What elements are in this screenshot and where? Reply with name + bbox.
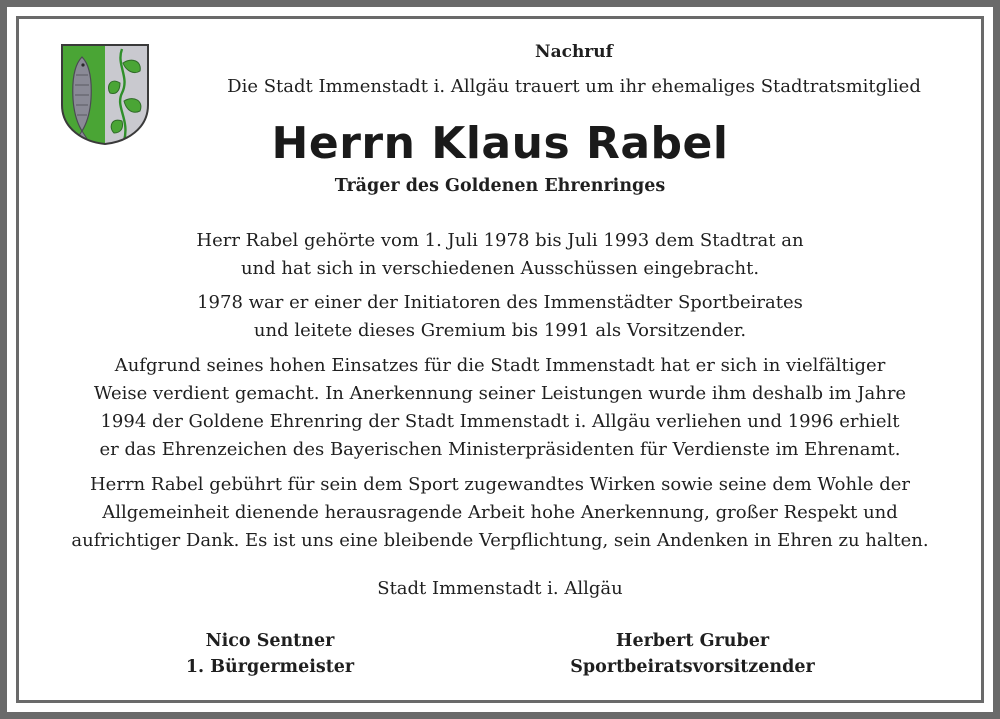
paragraph-line: Allgemeinheit dienende herausragende Arbeit hohe Anerkennung, großer Respekt und bbox=[102, 502, 898, 523]
notice-intro: Die Stadt Immenstadt i. Allgäu trauert um ihr ehemaliges Stadtratsmitglied bbox=[227, 76, 921, 97]
paragraph-line: er das Ehrenzeichen des Bayerischen Ministerpräsidenten für Verdienste im Ehrenamt. bbox=[99, 439, 901, 460]
paragraph-line: und leitete dieses Gremium bis 1991 als Vorsitzender. bbox=[253, 320, 747, 341]
paragraph-2 bbox=[0, 289, 1000, 345]
signatory-title: Sportbeiratsvorsitzender bbox=[570, 657, 815, 677]
signatory-name: Nico Sentner bbox=[205, 631, 335, 651]
paragraph-4 bbox=[0, 471, 1000, 555]
signatory-title: 1. Bürgermeister bbox=[185, 657, 355, 677]
closing-line: Stadt Immenstadt i. Allgäu bbox=[377, 578, 623, 599]
signatory-name: Herbert Gruber bbox=[615, 631, 770, 651]
paragraph-1 bbox=[0, 227, 1000, 283]
paragraph-line: Herr Rabel gehörte vom 1. Juli 1978 bis Juli 1993 dem Stadtrat an bbox=[196, 230, 804, 251]
paragraph-line: 1978 war er einer der Initiatoren des Immenstädter Sportbeirates bbox=[197, 292, 803, 313]
signatory-1 bbox=[140, 628, 400, 680]
paragraph-3 bbox=[0, 352, 1000, 464]
deceased-name: Herrn Klaus Rabel bbox=[271, 118, 729, 169]
paragraph-line: Herrn Rabel gebührt für sein dem Sport zugewandtes Wirken sowie seine dem Wohle der bbox=[89, 474, 910, 495]
notice-heading: Nachruf bbox=[535, 42, 613, 62]
paragraph-line: Aufgrund seines hohen Einsatzes für die Stadt Immenstadt hat er sich in vielfältiger bbox=[114, 355, 886, 376]
paragraph-line: und hat sich in verschiedenen Ausschüssen eingebracht. bbox=[240, 258, 760, 279]
signatory-2 bbox=[560, 628, 825, 680]
paragraph-line: Weise verdient gemacht. In Anerkennung seiner Leistungen wurde ihm deshalb im Jahre bbox=[93, 383, 907, 404]
paragraph-line: aufrichtiger Dank. Es ist uns eine bleibende Verpflichtung, sein Andenken in Ehren zu halten. bbox=[71, 530, 929, 551]
honor-title: Träger des Goldenen Ehrenringes bbox=[334, 176, 666, 196]
paragraph-line: 1994 der Goldene Ehrenring der Stadt Immenstadt i. Allgäu verliehen und 1996 erhielt bbox=[100, 411, 900, 432]
